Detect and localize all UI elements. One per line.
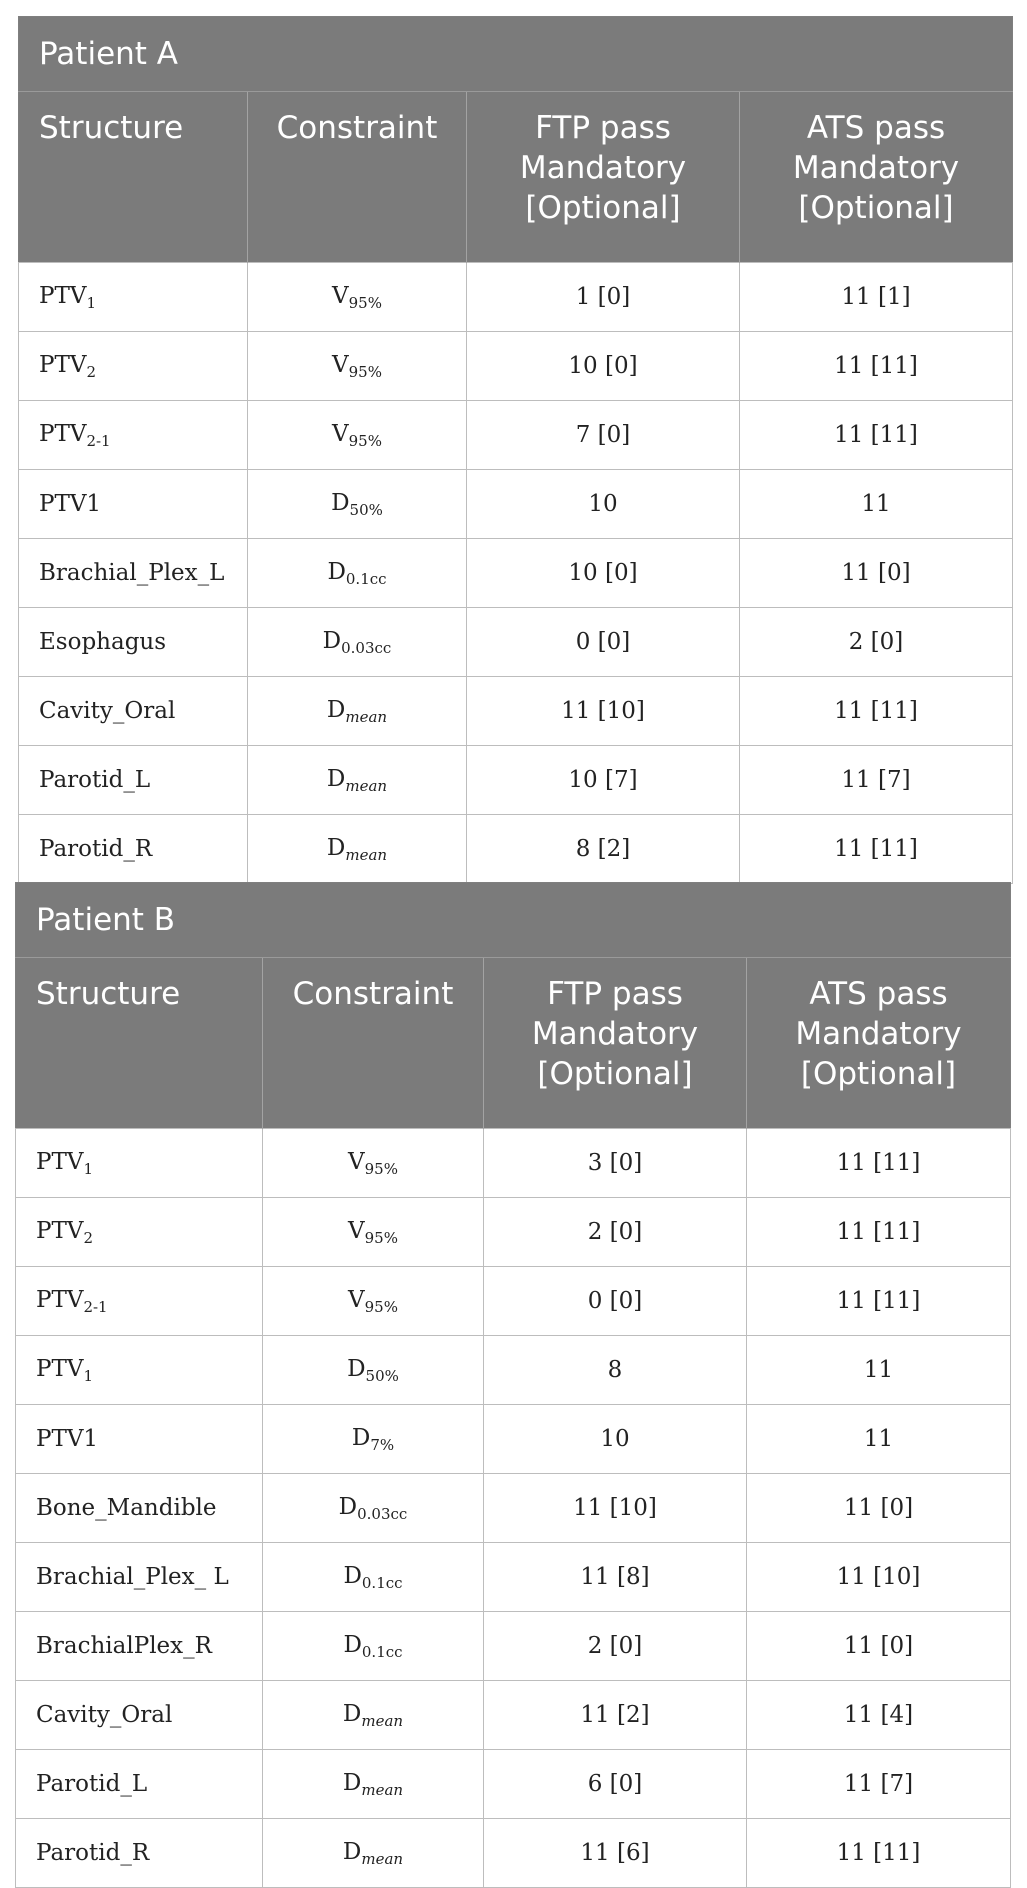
structure-cell [19, 815, 248, 884]
ats-pass-cell: 11 [11] [747, 1129, 1011, 1198]
structure-name: Cavity_Oral [39, 698, 176, 724]
structure-name: Bone_Mandible [36, 1495, 217, 1521]
ats-pass-cell: 11 [0] [747, 1612, 1011, 1681]
constraint-symbol: D [322, 627, 342, 654]
table-row [19, 746, 1013, 815]
constraint-cell [263, 1198, 484, 1267]
structure-name: PTV [36, 1286, 84, 1313]
structure-subscript: 2-1 [83, 1297, 108, 1316]
structure-name: PTV [36, 1148, 84, 1175]
table-title: Patient A [19, 17, 1013, 92]
ats-pass-cell: 11 [747, 1405, 1011, 1474]
structure-cell [19, 677, 248, 746]
ftp-pass-cell: 0 [0] [467, 608, 740, 677]
constraint-cell [263, 1336, 484, 1405]
constraint-cell [248, 539, 467, 608]
constraint-cell [263, 1129, 484, 1198]
structure-cell [19, 332, 248, 401]
structure-name: Cavity_Oral [36, 1702, 173, 1728]
header-structure: Structure [19, 92, 248, 263]
structure-subscript: 1 [83, 1366, 93, 1385]
structure-cell [16, 1819, 263, 1888]
table-title-row [19, 17, 1013, 92]
constraint-cell [248, 746, 467, 815]
table-row [16, 1543, 1011, 1612]
constraint-cell [263, 1474, 484, 1543]
constraint-symbol: D [326, 834, 346, 861]
ftp-pass-cell: 8 [2] [467, 815, 740, 884]
constraint-subscript: mean [345, 707, 388, 726]
ats-pass-cell: 11 [11] [747, 1267, 1011, 1336]
structure-subscript: 2 [83, 1228, 93, 1247]
structure-subscript: 2 [86, 362, 96, 381]
structure-name: PTV [36, 1355, 84, 1382]
header-row [19, 92, 1013, 263]
constraint-cell [248, 815, 467, 884]
table-row [16, 1405, 1011, 1474]
structure-cell [19, 539, 248, 608]
ats-pass-cell: 11 [10] [747, 1543, 1011, 1612]
structure-cell [19, 470, 248, 539]
constraint-subscript: mean [345, 845, 388, 864]
constraint-cell [263, 1750, 484, 1819]
constraint-symbol: D [342, 1838, 362, 1865]
structure-cell [16, 1612, 263, 1681]
table-row [19, 608, 1013, 677]
ats-pass-cell: 11 [747, 1336, 1011, 1405]
ats-pass-cell: 11 [11] [740, 332, 1013, 401]
structure-name: Brachial_Plex_L [39, 560, 225, 586]
ftp-pass-cell: 11 [8] [484, 1543, 747, 1612]
ftp-pass-cell: 2 [0] [484, 1198, 747, 1267]
ats-pass-cell: 11 [1] [740, 263, 1013, 332]
table-row [19, 815, 1013, 884]
ftp-pass-cell: 10 [467, 470, 740, 539]
ftp-pass-cell: 10 [7] [467, 746, 740, 815]
ftp-pass-cell: 11 [10] [467, 677, 740, 746]
constraint-symbol: D [343, 1631, 362, 1658]
constraint-cell [248, 608, 467, 677]
ftp-pass-cell: 11 [6] [484, 1819, 747, 1888]
constraint-symbol: V [348, 1148, 365, 1175]
constraint-cell [248, 401, 467, 470]
table-title-row [16, 883, 1011, 958]
constraint-symbol: V [348, 1217, 365, 1244]
structure-cell [16, 1336, 263, 1405]
structure-name: PTV [39, 420, 87, 447]
header-ftp-pass: FTP pass Mandatory [Optional] [484, 958, 747, 1129]
constraint-symbol: V [332, 420, 349, 447]
constraint-cell [248, 677, 467, 746]
patient-a-table [18, 16, 1013, 884]
constraint-cell [263, 1543, 484, 1612]
table-row [19, 401, 1013, 470]
table-row [16, 1336, 1011, 1405]
ats-pass-cell: 11 [11] [740, 401, 1013, 470]
constraint-symbol: D [326, 696, 346, 723]
table-row [16, 1750, 1011, 1819]
constraint-symbol: D [331, 489, 350, 516]
header-constraint: Constraint [248, 92, 467, 263]
structure-cell [19, 746, 248, 815]
table-row [16, 1129, 1011, 1198]
constraint-subscript: 95% [364, 1159, 398, 1178]
structure-cell [16, 1543, 263, 1612]
constraint-symbol: V [332, 282, 349, 309]
constraint-subscript: mean [361, 1849, 404, 1868]
structure-name: Parotid_L [39, 767, 151, 793]
constraint-symbol: D [342, 1700, 362, 1727]
header-ftp-pass: FTP pass Mandatory [Optional] [467, 92, 740, 263]
table-row [16, 1198, 1011, 1267]
ats-pass-cell: 11 [4] [747, 1681, 1011, 1750]
structure-name: PTV [39, 351, 87, 378]
ats-pass-cell: 11 [7] [740, 746, 1013, 815]
structure-name: BrachialPlex_R [36, 1633, 212, 1659]
ftp-pass-cell: 2 [0] [484, 1612, 747, 1681]
ats-pass-cell: 11 [0] [740, 539, 1013, 608]
structure-name: PTV [36, 1217, 84, 1244]
constraint-cell [263, 1405, 484, 1474]
structure-cell [16, 1474, 263, 1543]
ftp-pass-cell: 10 [0] [467, 539, 740, 608]
constraint-subscript: 95% [364, 1228, 398, 1247]
ftp-pass-cell: 11 [2] [484, 1681, 747, 1750]
structure-cell [16, 1405, 263, 1474]
structure-cell [16, 1681, 263, 1750]
structure-cell [16, 1267, 263, 1336]
ats-pass-cell: 11 [11] [740, 677, 1013, 746]
ftp-pass-cell: 1 [0] [467, 263, 740, 332]
constraint-subscript: 95% [348, 293, 382, 312]
ftp-pass-cell: 6 [0] [484, 1750, 747, 1819]
structure-name: Esophagus [39, 629, 167, 655]
ats-pass-cell: 11 [11] [740, 815, 1013, 884]
constraint-cell [263, 1612, 484, 1681]
ftp-pass-cell: 3 [0] [484, 1129, 747, 1198]
ats-pass-cell: 11 [0] [747, 1474, 1011, 1543]
structure-name: Parotid_L [36, 1771, 148, 1797]
structure-cell [19, 608, 248, 677]
constraint-symbol: D [327, 558, 346, 585]
structure-name: Parotid_R [36, 1840, 150, 1866]
constraint-symbol: D [326, 765, 346, 792]
table-row [19, 332, 1013, 401]
constraint-subscript: mean [361, 1711, 404, 1730]
constraint-subscript: 0.03cc [341, 638, 392, 657]
structure-name: PTV [39, 282, 87, 309]
ats-pass-cell: 2 [0] [740, 608, 1013, 677]
structure-name: PTV1 [36, 1426, 99, 1452]
ats-pass-cell: 11 [740, 470, 1013, 539]
constraint-symbol: V [348, 1286, 365, 1313]
constraint-subscript: mean [345, 776, 388, 795]
constraint-subscript: 7% [370, 1435, 395, 1454]
table-row [16, 1612, 1011, 1681]
structure-subscript: 1 [86, 293, 96, 312]
structure-subscript: 2-1 [86, 431, 111, 450]
structure-subscript: 1 [83, 1159, 93, 1178]
constraint-subscript: 50% [365, 1366, 399, 1385]
constraint-cell [263, 1681, 484, 1750]
constraint-symbol: D [338, 1493, 358, 1520]
table-title: Patient B [16, 883, 1011, 958]
structure-name: Brachial_Plex_ L [36, 1564, 229, 1590]
constraint-symbol: D [351, 1424, 371, 1451]
header-row [16, 958, 1011, 1129]
table-row [16, 1474, 1011, 1543]
table-row [19, 677, 1013, 746]
constraint-cell [248, 263, 467, 332]
table-row [16, 1681, 1011, 1750]
constraint-subscript: 0.1cc [361, 1642, 403, 1661]
ftp-pass-cell: 8 [484, 1336, 747, 1405]
constraint-subscript: 95% [348, 431, 382, 450]
constraint-subscript: 0.1cc [345, 569, 387, 588]
constraint-subscript: 50% [349, 500, 383, 519]
table-row [19, 263, 1013, 332]
ftp-pass-cell: 11 [10] [484, 1474, 747, 1543]
constraint-cell [248, 470, 467, 539]
header-ats-pass: ATS pass Mandatory [Optional] [747, 958, 1011, 1129]
constraint-symbol: V [332, 351, 349, 378]
structure-cell [19, 401, 248, 470]
table-row [19, 539, 1013, 608]
constraint-subscript: mean [361, 1780, 404, 1799]
header-structure: Structure [16, 958, 263, 1129]
header-constraint: Constraint [263, 958, 484, 1129]
constraint-subscript: 0.03cc [357, 1504, 408, 1523]
header-ats-pass: ATS pass Mandatory [Optional] [740, 92, 1013, 263]
constraint-cell [263, 1819, 484, 1888]
table-row [16, 1267, 1011, 1336]
constraint-symbol: D [347, 1355, 366, 1382]
ftp-pass-cell: 10 [484, 1405, 747, 1474]
constraint-cell [263, 1267, 484, 1336]
structure-cell [19, 263, 248, 332]
constraint-subscript: 95% [364, 1297, 398, 1316]
structure-cell [16, 1750, 263, 1819]
constraint-subscript: 0.1cc [361, 1573, 403, 1592]
table-row [16, 1819, 1011, 1888]
ats-pass-cell: 11 [11] [747, 1198, 1011, 1267]
structure-name: Parotid_R [39, 836, 153, 862]
constraint-subscript: 95% [348, 362, 382, 381]
structure-cell [16, 1198, 263, 1267]
constraint-cell [248, 332, 467, 401]
structure-cell [16, 1129, 263, 1198]
table-body [16, 1129, 1011, 1888]
ats-pass-cell: 11 [11] [747, 1819, 1011, 1888]
ats-pass-cell: 11 [7] [747, 1750, 1011, 1819]
structure-name: PTV1 [39, 491, 102, 517]
table-body [19, 263, 1013, 884]
ftp-pass-cell: 7 [0] [467, 401, 740, 470]
ftp-pass-cell: 10 [0] [467, 332, 740, 401]
constraint-symbol: D [342, 1769, 362, 1796]
ftp-pass-cell: 0 [0] [484, 1267, 747, 1336]
patient-b-table [15, 882, 1011, 1888]
table-row [19, 470, 1013, 539]
constraint-symbol: D [343, 1562, 362, 1589]
